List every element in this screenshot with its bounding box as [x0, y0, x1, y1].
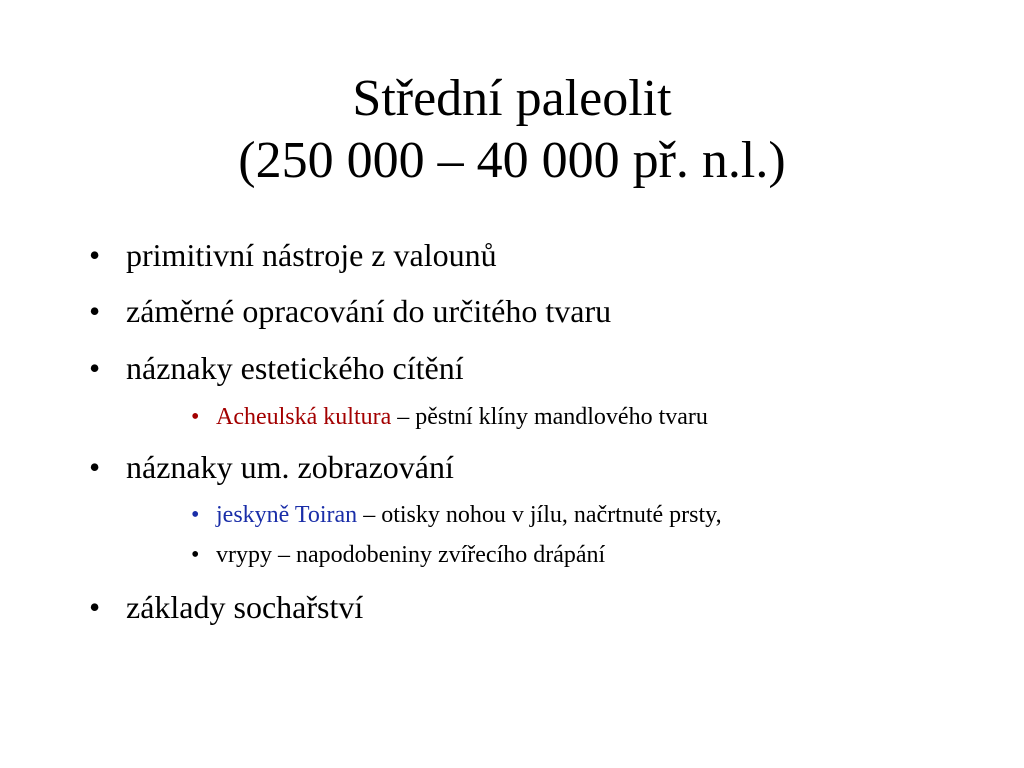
sub-bullet-marker: • [191, 502, 200, 528]
title-line-1: Střední paleolit [352, 70, 672, 127]
bullet-text: základy sochařství [126, 589, 364, 625]
title-line-2: (250 000 – 40 000 př. n.l.) [238, 132, 786, 189]
bullet-item [89, 292, 611, 330]
bullet-text: náznaky um. zobrazování [126, 449, 454, 485]
sub-bullet-marker: • [191, 404, 200, 430]
bullet-text: primitivní nástroje z valounů [126, 237, 497, 273]
sub-bullet-text: – otisky nohou v jílu, načrtnuté prsty, [357, 502, 722, 528]
sub-bullet-text: – pěstní klíny mandlového tvaru [391, 404, 708, 430]
bullet-marker: • [89, 589, 101, 625]
bullet-item [89, 448, 454, 486]
bullet-item [89, 349, 464, 387]
bullet-item [89, 236, 497, 274]
jeskyne-toiran-label: jeskyně Toiran [216, 502, 358, 528]
bullet-text: náznaky estetického cítění [126, 350, 464, 386]
bullet-marker: • [89, 293, 101, 329]
sub-bullet-item [191, 541, 605, 569]
bullet-marker: • [89, 350, 101, 386]
bullet-marker: • [89, 449, 101, 485]
sub-bullet-item [191, 403, 708, 431]
acheulska-kultura-label: Acheulská kultura [216, 404, 392, 430]
bullet-marker: • [89, 237, 101, 273]
bullet-item [89, 588, 363, 626]
sub-bullet-item [191, 501, 722, 529]
sub-bullet-text: vrypy – napodobeniny zvířecího drápání [216, 542, 606, 568]
sub-bullet-marker: • [191, 542, 200, 568]
bullet-text: záměrné opracování do určitého tvaru [126, 293, 612, 329]
